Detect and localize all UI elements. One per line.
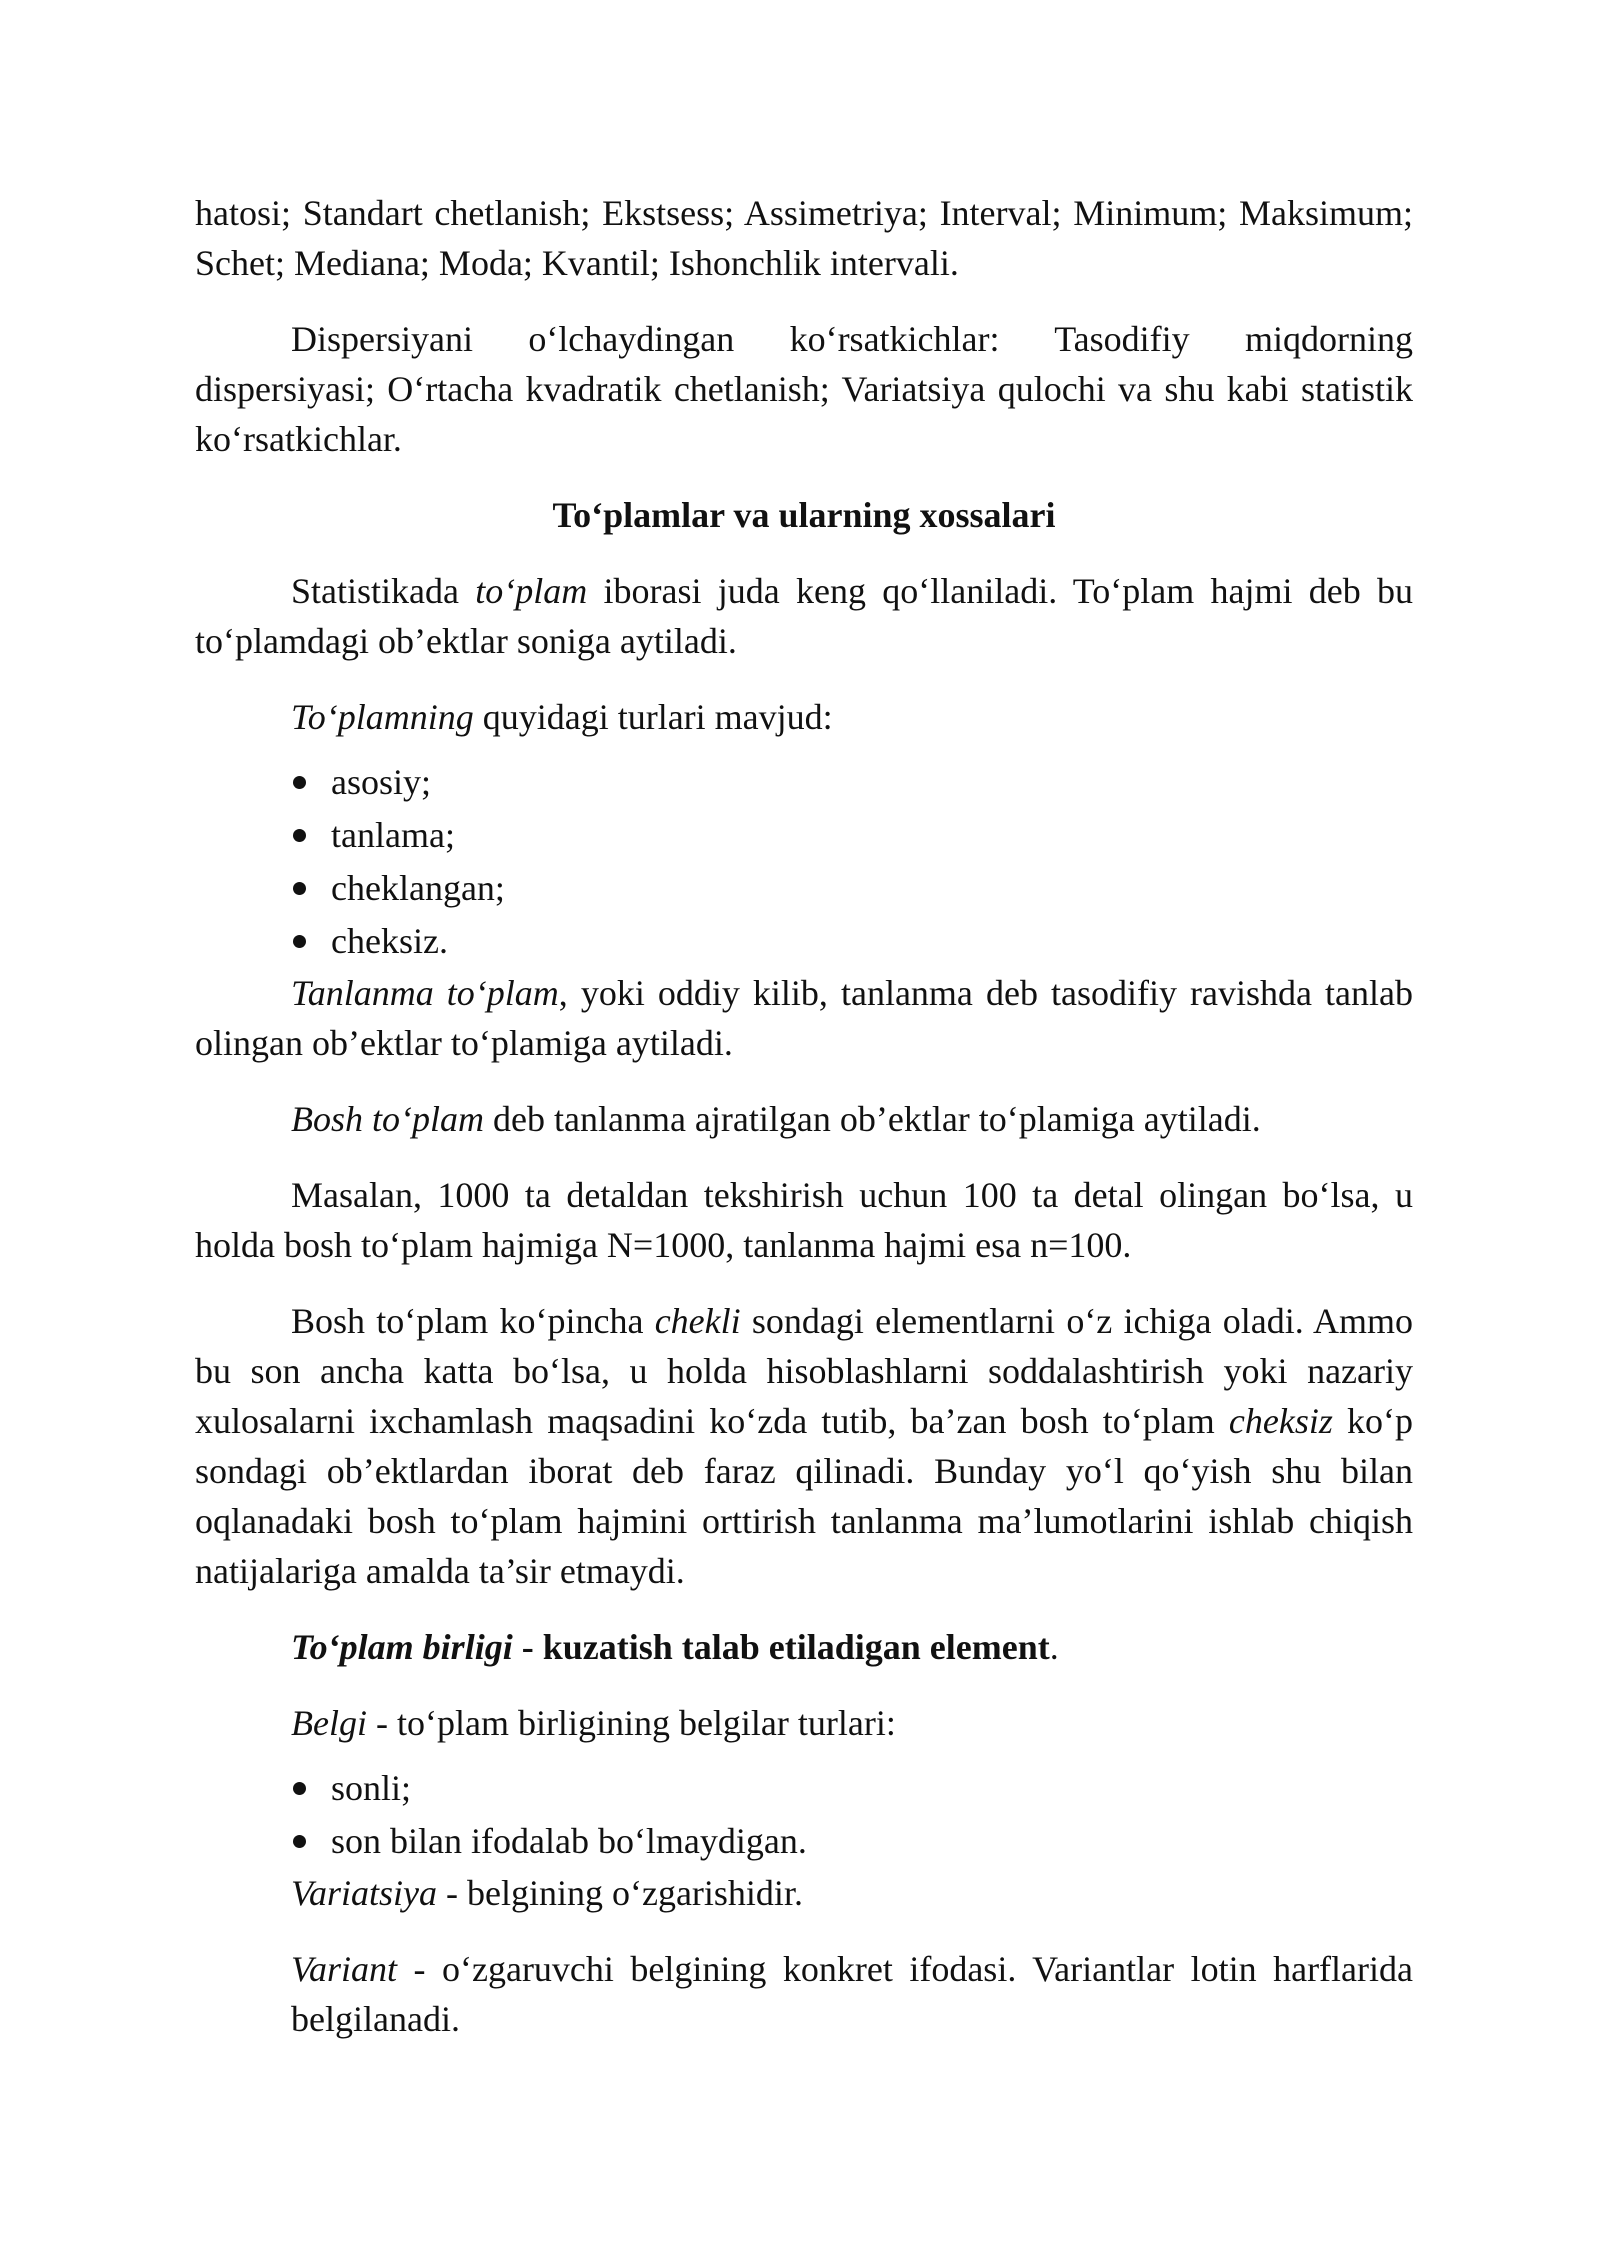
paragraph-bosh-toplam (195, 1094, 1413, 1144)
list-item (291, 915, 1413, 968)
list-item-label: son bilan ifodalab bo‘lmaydigan. (331, 1821, 807, 1861)
bullet-icon (293, 1782, 306, 1795)
paragraph-toplam-types-intro (195, 692, 1413, 742)
italic-term: Bosh to‘plam (291, 1099, 484, 1139)
paragraph-variant (195, 1944, 1413, 2044)
italic-term: chekli (654, 1301, 741, 1341)
paragraph-toplam-definition (195, 566, 1413, 666)
list-item (291, 1815, 1413, 1868)
paragraph-chekli-cheksiz (195, 1296, 1413, 1596)
bold-italic-term: To‘plam birligi (291, 1627, 513, 1667)
text: sondagi elementlarni o‘z ichiga oladi. Ammo bu son ancha katta bo‘lsa, u holda hisoblashlarni soddalashtirish yoki nazariy xulosalarni ixchamlash maqsadini ko‘zda tutib, ba’zan bosh to‘plam (195, 1301, 1413, 1441)
text: deb tanlanma ajratilgan ob’ektlar to‘plamiga aytiladi. (484, 1099, 1261, 1139)
text: . (1049, 1627, 1059, 1667)
italic-term: Belgi (291, 1703, 367, 1743)
bullet-icon (293, 829, 306, 842)
text: , yoki oddiy kilib, tanlanma deb tasodifiy ravishda tanlab olingan ob’ektlar to‘plamiga aytiladi. (195, 973, 1413, 1063)
text: quyidagi turlari mavjud: (473, 697, 833, 737)
paragraph-dispersion: Dispersiyani o‘lchaydingan ko‘rsatkichlar: Tasodifiy miqdorning dispersiyasi; O‘rtacha kvadratik chetlanish; Variatsiya qulochi va shu kabi statistik ko‘rsatkichlar. (195, 319, 1413, 459)
text: Statistikada (291, 571, 476, 611)
paragraph-example: Masalan, 1000 ta detaldan tekshirish uchun 100 ta detal olingan bo‘lsa, u holda bosh to‘plam hajmiga N=1000, tanlanma hajmi esa n=100. (195, 1175, 1413, 1265)
bullet-icon (293, 935, 306, 948)
list-item (291, 862, 1413, 915)
italic-term: cheksiz (1228, 1401, 1333, 1441)
list-item-label: tanlama; (331, 815, 455, 855)
italic-term: to‘plam (475, 571, 588, 611)
paragraph-variatsiya (195, 1868, 1413, 1918)
belgi-types-list (195, 1762, 1413, 1868)
section-heading: To‘plamlar va ularning xossalari (552, 495, 1056, 535)
list-item (291, 809, 1413, 862)
italic-term: Variant (291, 1949, 398, 1989)
paragraph-toplam-birligi (195, 1622, 1413, 1672)
list-item (291, 756, 1413, 809)
paragraph-statistics-list: hatosi; Standart chetlanish; Ekstsess; Assimetriya; Interval; Minimum; Maksimum; Schet; Mediana; Moda; Kvantil; Ishonchlik intervali. (195, 193, 1413, 283)
bullet-icon (293, 882, 306, 895)
text: Bosh to‘plam ko‘pincha (291, 1301, 655, 1341)
list-item-label: cheklangan; (331, 868, 505, 908)
toplam-types-list (195, 756, 1413, 968)
text: - to‘plam birligining belgilar turlari: (366, 1703, 896, 1743)
text: iborasi juda keng qo‘llaniladi. To‘plam hajmi deb bu to‘plamdagi ob’ektlar soniga aytiladi. (195, 571, 1414, 661)
list-item-label: sonli; (331, 1768, 412, 1808)
italic-term: Variatsiya (291, 1873, 438, 1913)
italic-term: To‘plamning (291, 697, 474, 737)
list-item (291, 1762, 1413, 1815)
document-page (195, 188, 1413, 2044)
list-item-label: asosiy; (331, 762, 432, 802)
text: - o‘zgaruvchi belgining konkret ifodasi. Variantlar lotin harflarida belgilanadi. (291, 1949, 1413, 2039)
text: - belgining o‘zgarishidir. (437, 1873, 803, 1913)
paragraph-tanlanma (195, 968, 1413, 1068)
bullet-icon (293, 1835, 306, 1848)
paragraph-belgi (195, 1698, 1413, 1748)
text: ko‘p sondagi ob’ektlardan iborat deb faraz qilinadi. Bunday yo‘l qo‘yish shu bilan oqlanadaki bosh to‘plam hajmini orttirish tanlanma ma’lumotlarini ishlab chiqish natijalariga amalda ta’sir etmaydi. (195, 1401, 1413, 1591)
italic-term: Tanlanma to‘plam (291, 973, 559, 1013)
bold-text: - kuzatish talab etiladigan element (512, 1627, 1050, 1667)
bullet-icon (293, 776, 306, 789)
list-item-label: cheksiz. (331, 921, 448, 961)
